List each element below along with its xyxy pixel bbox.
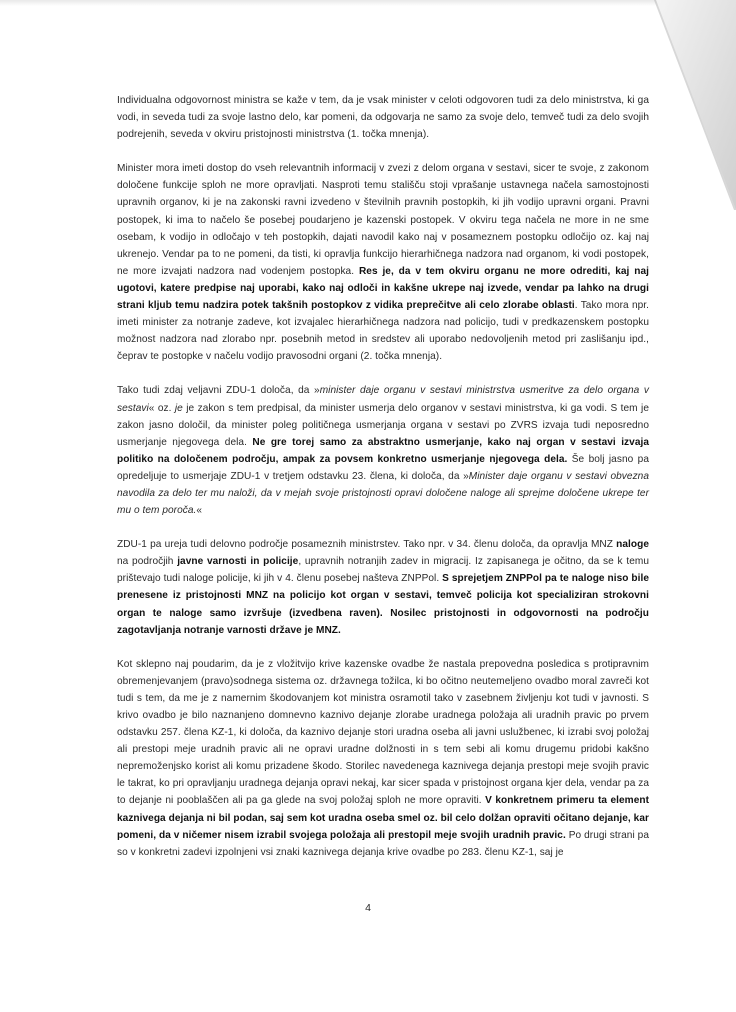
text-run: « bbox=[196, 505, 203, 517]
text-run: je zakon s tem predpisal, da minister usmerja delo organov v sestavi ministrstva, ki ga vodi. S tem je zakon jasno določil, da minister poleg političnega usmerjanja organa v sestavi po ZVRS izvaja tudi neposredno usmerjanje njegovega dela. bbox=[117, 402, 649, 448]
text-run: Kot sklepno naj poudarim, da je z vložitvijo krive kazenske ovadbe že nastala prepovedna posledica s protipravnim obremenjevanjem (pravo)sodnega sistema oz. državnega tožilca, ki bo očitno neutemeljeno ovadbo moral zavreči kot tudi s tem, da me je z namernim škodovanjem kot ministra osramotil tako v zasebnem življenju kot tudi v javnosti. S krivo ovadbo je bilo naznanjeno domnevno kaznivo dejanje zlorabe uradnega položaja ali uradnih pravic po prvem odstavku 257. člena KZ-1, ki določa, da kaznivo dejanje stori uradna oseba ali javni uslužbenec, ki izrabi svoj položaj ali prestopi meje uradnih pravic ali ne opravi uradne dolžnosti in s tem sebi ali komu drugemu pridobi kakšno nepremoženjsko korist ali komu prizadene škodo. Storilec navedenega kaznivega dejanja prestopi meje svojih pravic le takrat, ko pri opravljanju uradnega dejanja opravi nekaj, kar sicer spada v pristojnost organa kjer dela, vendar pa za to dejanje ni pooblaščen ali pa ga glede na svoj položaj sploh ne more opraviti. bbox=[117, 658, 649, 807]
text-run: Minister mora imeti dostop do vseh relevantnih informacij v zvezi z delom organa v sestavi, sicer te svoje, z zakonom določene funkcije sploh ne more opravljati. Nasproti temu stališču stoji vprašanje ustavnega načela samostojnosti upravnih organov, ki je na zakonski ravni izvedeno v številnih pravnih postopkih, ki jih vodijo upravni organi. Pravni postopek, ki ima to načelo še posebej poudarjeno je kazenski postopek. V okviru tega načela ne more in ne sme osebam, k vodijo in odločajo v teh postopkih, dajati navodil kako naj v posameznem postopku odločijo oz. kaj naj ukrenejo. Vendar pa to ne pomeni, da tisti, ki opravlja funkcijo hierarhičnega nadzora nad organom, ki vodi postopek, ne more izvajati nadzora nad vodenjem postopka. bbox=[117, 163, 649, 277]
italic-text: minister daje organu v sestavi ministrstva usmeritve za delo organa v sestavi bbox=[117, 385, 649, 414]
paragraph bbox=[117, 92, 649, 143]
text-run: na področjih bbox=[117, 556, 178, 568]
bold-text: V konkretnem primeru ta element kaznivega dejanja ni bil podan, saj sem kot uradna oseba smel oz. bil celo dolžan opraviti očitano dejanje, kar pomeni, da v ničemer nisem izrabil svojega položaja ali prestopil meje svojih uradnih pravic. bbox=[117, 795, 649, 841]
bold-text: Ne gre torej samo za abstraktno usmerjanje, kako naj organ v sestavi izvaja politiko na določenem področju, ampak za povsem konkretno usmerjanje njegovega dela. bbox=[117, 436, 650, 465]
paragraph bbox=[117, 382, 649, 519]
text-run: , upravnih notranjih zadev in migracij. Iz zapisanega je očitno, da se k temu prištevajo tudi naloge policije, ki jih v 4. členu posebej našteva ZNPPol. bbox=[117, 556, 649, 585]
text-run: . Tako mora npr. imeti minister za notranje zadeve, kot izvajalec hierarhičnega nadzora nad policijo, tudi v predkazenskem postopku možnost nadzora nad zlorabo npr. posebnih metod in sredstev ali uporabo nedovoljenih metod pri zaslišanju ipd., čeprav te postopke v načelu vodijo pravosodni organi (2. točka mnenja). bbox=[117, 300, 649, 363]
paragraph bbox=[117, 160, 649, 365]
italic-text: je bbox=[174, 402, 183, 414]
text-run: Še bolj jasno pa opredeljuje to usmerjaje ZDU-1 v tretjem odstavku 23. člena, ki določa, da » bbox=[117, 453, 649, 482]
document-body bbox=[117, 92, 649, 878]
bold-text: javne varnosti in policije bbox=[177, 556, 299, 568]
italic-text: Minister daje organu v sestavi obvezna navodila za delo ter mu naloži, da v mejah svoje pristojnosti opravi določene naloge ali sprejme določene ukrepe ter mu o tem poroča. bbox=[117, 470, 649, 517]
paragraph bbox=[117, 656, 649, 861]
paragraph bbox=[117, 536, 649, 639]
page-number: 4 bbox=[365, 902, 371, 914]
text-run: « oz. bbox=[148, 402, 175, 414]
bold-text: naloge bbox=[616, 539, 649, 551]
text-run: Individualna odgovornost ministra se kaže v tem, da je vsak minister v celoti odgovoren tudi za delo ministrstva, ki ga vodi, in seveda tudi za svoje lastno delo, kar pomeni, da odgovarja ne samo za svoje delo, temveč tudi za delo svojih podrejenih, seveda v okviru pristojnosti ministrstva (1. točka mnenja). bbox=[117, 95, 649, 141]
bold-text: Res je, da v tem okviru organu ne more odrediti, kaj naj ugotovi, katere predpise naj uporabi, kako naj odloči in kakšne ukrepe naj izvede, vendar pa lahko na drugi strani kljub temu nadzira potek takšnih postopkov z vidika preprečitve ali celo zlorabe oblasti bbox=[117, 265, 649, 312]
text-run: Tako tudi zdaj veljavni ZDU-1 določa, da » bbox=[117, 385, 320, 397]
text-run: ZDU-1 pa ureja tudi delovno področje posameznih ministrstev. Tako npr. v 34. členu določa, da opravlja MNZ bbox=[117, 539, 617, 551]
text-run: Po drugi strani pa so v konkretni zadevi izpolnjeni vsi znaki kaznivega dejanja krive ovadbe po 283. členu KZ-1, saj je bbox=[117, 829, 649, 858]
bold-text: S sprejetjem ZNPPol pa te naloge niso bile prenesene iz pristojnosti MNZ na policijo kot organ v sestavi, temveč policija kot specializiran strokovni organ te naloge samo izvršuje (izvedbena raven). Nosilec pristojnosti in odgovornosti na področju zagotavljanja notranje varnosti države je MNZ. bbox=[117, 573, 649, 636]
